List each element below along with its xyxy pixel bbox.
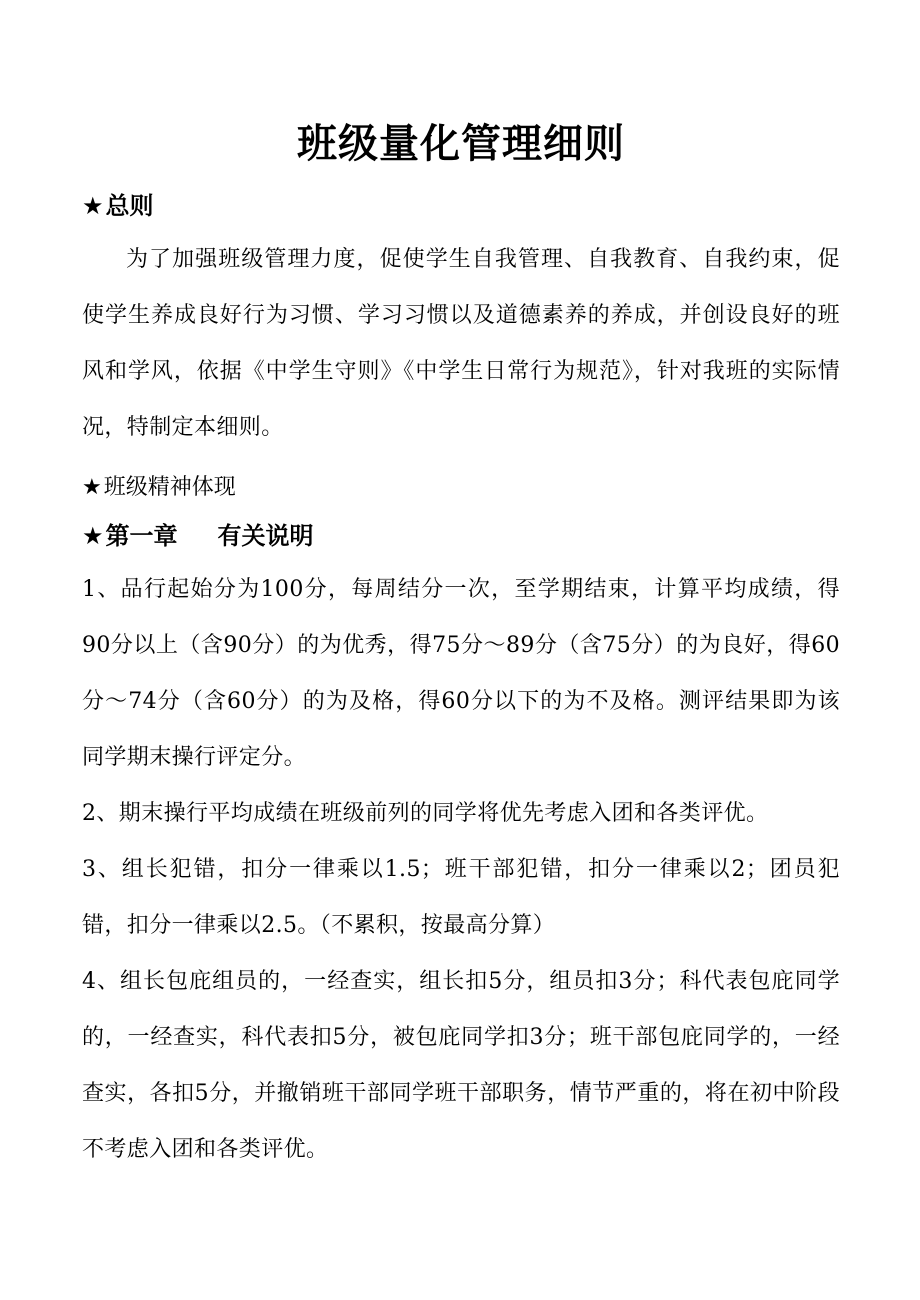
rule-item-2: 2、期末操行平均成绩在班级前列的同学将优先考虑入团和各类评优。 — [82, 801, 769, 826]
section-heading-general-label: 总则 — [105, 192, 154, 220]
document-title: 班级量化管理细则 — [297, 121, 625, 167]
section-heading-general — [82, 188, 840, 224]
chapter-number: 第一章 — [105, 522, 178, 550]
rule-item-3: 3、组长犯错，扣分一律乘以1.5；班干部犯错，扣分一律乘以2；团员犯错，扣分一律乘以2.5。（不累积，按最高分算） — [82, 857, 840, 938]
star-icon: ★ — [82, 475, 102, 500]
general-paragraph: 为了加强班级管理力度，促使学生自我管理、自我教育、自我约束，促使学生养成良好行为习惯、学习习惯以及道德素养的养成，并创设良好的班风和学风，依据《中学生守则》《中学生日常行为规范》，针对我班的实际情况，特制定本细则。 — [82, 247, 840, 440]
section-heading-chapter1 — [82, 518, 840, 554]
rule-item-1: 1、品行起始分为100分，每周结分一次，至学期结束，计算平均成绩，得90分以上（含90分）的为优秀，得75分～89分（含75分）的为良好，得60分～74分（含60分）的为及格，得60分以下的为不及格。测评结果即为该同学期末操行评定分。 — [82, 577, 840, 770]
rule-item-4: 4、组长包庇组员的，一经查实，组长扣5分，组员扣3分；科代表包庇同学的，一经查实，科代表扣5分，被包庇同学扣3分；班干部包庇同学的，一经查实，各扣5分，并撤销班干部同学班干部职务，情节严重的，将在初中阶段不考虑入团和各类评优。 — [82, 969, 840, 1162]
chapter-title: 有关说明 — [217, 522, 314, 550]
document-page — [82, 112, 840, 1178]
section-heading-spirit-label: 班级精神体现 — [103, 475, 236, 500]
star-icon: ★ — [82, 192, 104, 220]
star-icon: ★ — [82, 522, 104, 550]
section-heading-spirit — [82, 470, 840, 506]
